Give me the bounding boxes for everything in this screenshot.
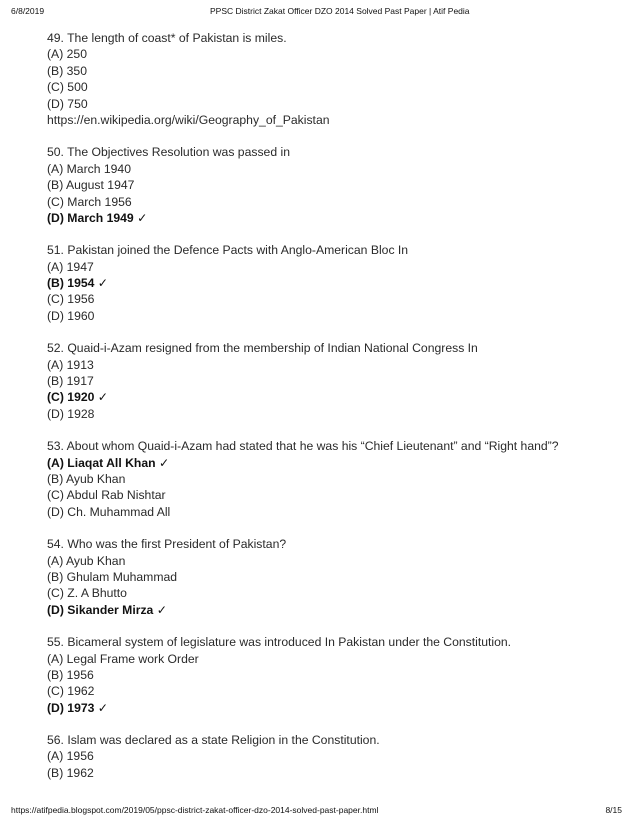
option-b: (B) August 1947 (47, 178, 135, 193)
option-c: (C) 500 (47, 80, 88, 95)
question-text: 52. Quaid-i-Azam resigned from the membership of Indian National Congress In (47, 341, 478, 356)
option-d: (D) Ch. Muhammad All (47, 504, 171, 519)
option-a: (A) 250 (47, 47, 87, 62)
option-c: (C) 1956 (47, 292, 95, 307)
option-b: (B) 1962 (47, 765, 94, 780)
print-title: PPSC District Zakat Officer DZO 2014 Solved Past Paper | Atif Pedia (210, 6, 470, 16)
question-55 (47, 634, 607, 716)
question-text: 56. Islam was declared as a state Religion in the Constitution. (47, 733, 380, 748)
option-d: (D) 750 (47, 96, 88, 111)
option-d: (D) 1928 (47, 406, 95, 421)
question-53 (47, 438, 607, 520)
option-b: (B) Ghulam Muhammad (47, 569, 178, 584)
question-52 (47, 340, 607, 422)
option-c: (C) Abdul Rab Nishtar (47, 488, 166, 503)
print-date: 6/8/2019 (11, 6, 45, 16)
option-b: (B) Ayub Khan (47, 471, 126, 486)
option-b: (B) 1956 (47, 667, 94, 682)
question-list (47, 30, 607, 781)
option-c: (C) 1962 (47, 684, 95, 699)
option-d-correct: (D) Sikander Mirza ✓ (47, 602, 167, 617)
option-a: (A) 1956 (47, 749, 94, 764)
option-b-correct: (B) 1954 ✓ (47, 276, 109, 291)
question-51 (47, 242, 607, 324)
option-a-correct: (A) Liaqat All Khan ✓ (47, 455, 170, 470)
option-a: (A) 1913 (47, 357, 94, 372)
option-a: (A) Ayub Khan (47, 553, 126, 568)
question-56 (47, 732, 607, 781)
option-d: (D) 1960 (47, 308, 95, 323)
option-b: (B) 1917 (47, 374, 94, 389)
option-a: (A) Legal Frame work Order (47, 651, 199, 666)
print-header (0, 0, 638, 22)
option-a: (A) 1947 (47, 259, 94, 274)
page-number: 8/15 (605, 805, 622, 815)
option-c: (C) March 1956 (47, 194, 132, 209)
option-c: (C) Z. A Bhutto (47, 586, 127, 601)
reference-link[interactable]: https://en.wikipedia.org/wiki/Geography_of_Pakistan (47, 112, 330, 127)
option-a: (A) March 1940 (47, 161, 131, 176)
question-text: 55. Bicameral system of legislature was introduced In Pakistan under the Constitution. (47, 635, 512, 650)
option-d-correct: (D) March 1949 ✓ (47, 210, 148, 225)
question-text: 53. About whom Quaid-i-Azam had stated that he was his “Chief Lieutenant” and “Right hand”? (47, 439, 559, 454)
option-d-correct: (D) 1973 ✓ (47, 700, 109, 715)
question-text: 51. Pakistan joined the Defence Pacts with Anglo-American Bloc In (47, 243, 409, 258)
question-text: 49. The length of coast* of Pakistan is miles. (47, 31, 287, 45)
option-b: (B) 350 (47, 63, 87, 78)
option-c-correct: (C) 1920 ✓ (47, 390, 109, 405)
question-54 (47, 536, 607, 618)
question-49 (47, 30, 607, 128)
page-url: https://atifpedia.blogspot.com/2019/05/ppsc-district-zakat-officer-dzo-2014-solved-past-paper.html (11, 805, 379, 815)
question-50 (47, 144, 607, 226)
question-text: 54. Who was the first President of Pakistan? (47, 537, 287, 552)
print-footer (0, 805, 638, 821)
question-text: 50. The Objectives Resolution was passed in (47, 145, 290, 160)
